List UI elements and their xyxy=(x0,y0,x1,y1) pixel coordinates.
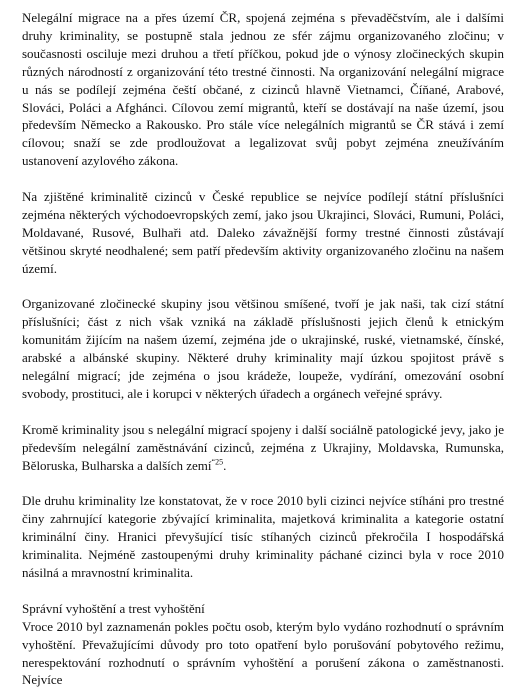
paragraph-text: Kromě kriminality jsou s nelegální migrací spojeny i další sociálně patologické jevy, jako je především nelegální zaměstnávání cizinců, zejména z Ukrajiny, Moldavska, Rumunska, Běloruska, Bulharska a dalších zemí xyxy=(22,421,504,473)
paragraph-crime-types-2010: Dle druhu kriminality lze konstatovat, že v roce 2010 byli cizinci nejvíce stíháni pro trestné činy zahrnující kategorie zbývající kriminalita, majetková kriminalita a kategorie ostatní kriminální činy. Hranici převyšující tisíc stíhaných cizinců překročila I hospodářská kriminalita. Nejméně zastoupenými druhy kriminality páchané cizinci byla v roce 2010 násilná a mravnostní kriminalita. xyxy=(22,493,504,581)
paragraph-end: . xyxy=(223,457,227,473)
document-page xyxy=(22,9,504,689)
paragraph-organized-groups: Organizované zločinecké skupiny jsou většinou smíšené, tvoří je jak naši, tak cizí státní příslušníci; část z nich však vzniká na základě příslušnosti jejich členů k etnickým komunitám žijícím na našem území, zejména jde o ukrajinské, ruské, vietnamské, čínské, arabské a albánské skupiny. Některé druhy kriminality mají úzkou spojitost právě s nelegální migrací; jde zejména o jsou krádeže, loupeže, vydírání, omezování osobní svobody, prostituci, ale i korupci v některých úřadech a orgánech veřejné správy. xyxy=(22,296,504,401)
footnote-reference: “25 xyxy=(211,457,224,467)
paragraph-illegal-migration: Nelegální migrace na a přes území ČR, spojená zejména s převaděčstvím, ale i dalšími druhy kriminality, se postupně stala jednou ze sfér zájmu organizovaného zločinu; v současnosti osciluje mezi druhou a třetí příčkou, pokud jde o výnosy zločineckých skupin různých národností z organizování této trestné činnosti. Na organizování nelegální migrace u nás se podílejí zejména čeští občané, z cizinců hlavně Vietnamci, Číňané, Arabové, Slováci, Poláci a Afghánci. Cílovou zemí migrantů, kteří se dostávají na naše území, jsou především Německo a Rakousko. Pro stále více nelegálních migrantů se ČR stává i zemí cílovou; snaží se zde prodloužovat a legalizovat svůj pobyt zejména zneužíváním ustanovení azylového zákona. xyxy=(22,10,504,169)
section-heading: Správní vyhoštění a trest vyhoštění xyxy=(22,600,205,616)
paragraph-foreigner-crime: Na zjištěné kriminalitě cizinců v České republice se nejvíce podílejí státní příslušníci zejména některých východoevropských zemí, jako jsou Ukrajinci, Slováci, Rumuni, Poláci, Moldavané, Rusové, Bulhaři atd. Daleko závažnější formy trestné činnosti zůstávají většinou skryté neodhalené; sem patří především aktivity organizovaného zločinu na našem území. xyxy=(22,189,504,276)
paragraph-pathological-phenomena xyxy=(22,421,504,475)
paragraph-expulsion: Vroce 2010 byl zaznamenán pokles počtu osob, kterým bylo vydáno rozhodnutí o správním vyhoštění. Převažujícími důvody pro toto opatření bylo porušování pobytového režimu, nerespektování rozhodnutí o správním vyhoštění a porušení zákona o zaměstnanosti. Nejvíce xyxy=(22,618,504,688)
